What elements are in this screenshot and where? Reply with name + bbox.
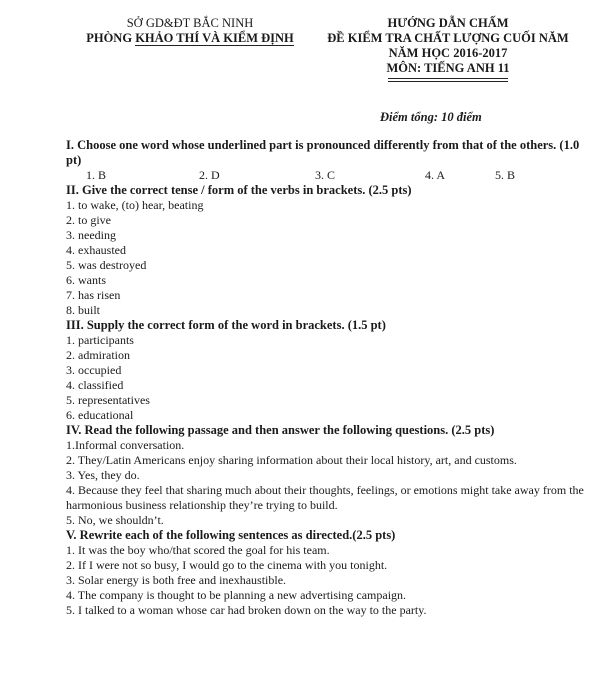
list-item: 4. classified (66, 378, 124, 392)
total-score: Điểm tổng: 10 điểm (380, 110, 482, 124)
section-5-title: V. Rewrite each of the following sentences as directed.(2.5 pts) (66, 528, 396, 542)
office-name (80, 31, 300, 46)
office-name-underlined: KHẢO THÍ VÀ KIỂM ĐỊNH (135, 31, 294, 45)
exam-title: ĐỀ KIỂM TRA CHẤT LƯỢNG CUỐI NĂM (327, 31, 569, 45)
list-item: 3. occupied (66, 363, 122, 377)
list-item: 5. I talked to a woman whose car had broken down on the way to the party. (66, 603, 427, 617)
list-item: 3. Solar energy is both free and inexhaustible. (66, 573, 287, 587)
section-3-title: III. Supply the correct form of the word in brackets. (1.5 pt) (66, 318, 386, 332)
doc-type: HƯỚNG DẪN CHẤM (387, 16, 509, 30)
list-item: 4. The company is thought to be planning a new advertising campaign. (66, 588, 407, 602)
answer-2: 2. D (199, 168, 220, 182)
answer-3: 3. C (315, 168, 336, 182)
double-underline (388, 78, 508, 82)
list-item: 2. They/Latin Americans enjoy sharing information about their local history, art, and customs. (66, 453, 517, 467)
list-item: 3. needing (66, 228, 116, 242)
office-name-prefix: PHÒNG (86, 31, 136, 45)
subject: MÔN: TIẾNG ANH 11 (386, 61, 510, 75)
list-item: 2. admiration (66, 348, 130, 362)
header-left (80, 16, 300, 46)
list-item: 6. educational (66, 408, 134, 422)
school-year: NĂM HỌC 2016-2017 (388, 46, 508, 60)
list-item: 5. was destroyed (66, 258, 147, 272)
section-1-answers (66, 168, 586, 183)
list-item: 5. representatives (66, 393, 150, 407)
list-item: 4. Because they feel that sharing much about their thoughts, feelings, or emotions might take away from the harmonious business relationship they’re trying to build. (66, 483, 584, 512)
list-item: 8. built (66, 303, 101, 317)
answer-content (66, 138, 586, 618)
list-item: 4. exhausted (66, 243, 126, 257)
list-item: 1. participants (66, 333, 134, 347)
department-name: SỞ GD&ĐT BẮC NINH (126, 16, 254, 30)
list-item: 1. It was the boy who/that scored the goal for his team. (66, 543, 330, 557)
list-item: 1. to wake, (to) hear, beating (66, 198, 204, 212)
list-item: 5. No, we shouldn’t. (66, 513, 164, 527)
list-item: 7. has risen (66, 288, 121, 302)
list-item: 1.Informal conversation. (66, 438, 185, 452)
list-item: 3. Yes, they do. (66, 468, 140, 482)
answer-5: 5. B (495, 168, 516, 182)
answer-4: 4. A (425, 168, 446, 182)
list-item: 6. wants (66, 273, 106, 287)
section-2-title: II. Give the correct tense / form of the verbs in brackets. (2.5 pts) (66, 183, 412, 197)
list-item: 2. If I were not so busy, I would go to the cinema with you tonight. (66, 558, 388, 572)
header-right (318, 16, 578, 82)
answer-1: 1. B (86, 168, 107, 182)
section-4-title: IV. Read the following passage and then answer the following questions. (2.5 pts) (66, 423, 495, 437)
section-1-title: I. Choose one word whose underlined part is pronounced differently from that of the others. (1.0 pt) (66, 138, 580, 167)
list-item: 2. to give (66, 213, 111, 227)
